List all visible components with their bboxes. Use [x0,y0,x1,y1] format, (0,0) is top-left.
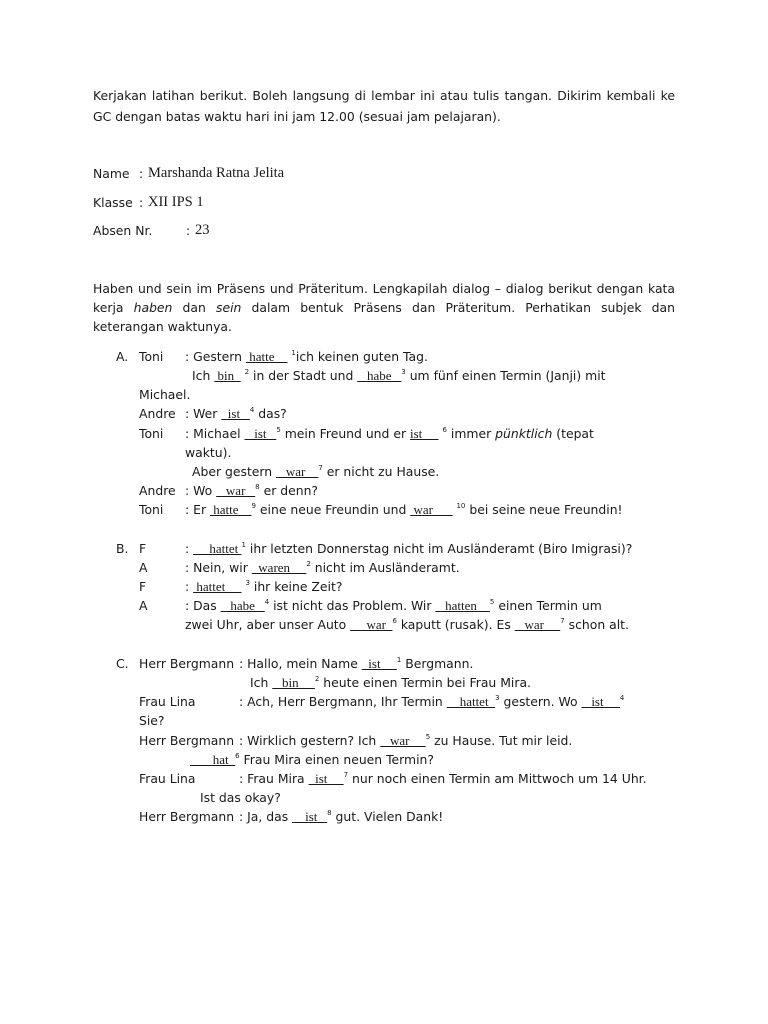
dialog-text: : Hallo, mein Name [239,656,362,671]
answer-blank: waren [251,560,307,575]
task-word-sein: sein [215,300,242,315]
dialog-line [185,426,594,442]
class-separator: : [139,195,144,210]
dialog-text: : Wo [185,483,217,498]
answer-blank: ist [244,426,277,441]
answer-blank: hattet [446,694,496,709]
answer-blank: hattet [193,579,242,594]
dialog-text: um fünf einen Termin (Janji) mit [405,368,606,383]
dialog-text: er denn? [259,483,319,498]
dialog-text: nur noch einen Termin am Mittwoch um 14 Uhr. [348,771,647,786]
dialog-line: Sie? [139,713,165,728]
dialog-line: Ist das okay? [200,790,281,805]
dialog-line [185,617,629,633]
dialog-letter: A. [116,349,129,364]
dialog-text: ihr keine Zeit? [249,579,343,594]
blank-number: 1 [291,349,296,357]
dialog-text: gut. Vielen Dank! [331,809,444,824]
student-class: XII IPS 1 [148,194,204,210]
dialog-letter: C. [116,656,129,671]
dialog-text-italic: pünktlich [495,426,553,441]
dialog-line [185,406,287,422]
dialog-text: : Gestern [185,349,246,364]
task-word: bentuk [300,300,344,315]
answer-blank: bin [272,675,315,690]
answer-blank: war [514,617,561,632]
dialog-text: bei seine neue Freundin! [465,502,623,517]
answer-blank: ist [581,694,620,709]
dialog-text: Bergmann. [401,656,474,671]
blank-number: 10 [456,502,466,510]
name-label: Name [93,166,130,181]
answer-blank: war [350,617,393,632]
dialog-text: ist nicht das Problem. Wir [269,598,436,613]
dialog-line [185,483,318,499]
dialog-text: (tepat [552,426,594,441]
task-word: Perhatikan [525,300,591,315]
blank-number: 9 [251,502,256,510]
blank-number: 3 [401,368,406,376]
dialog-text: : Er [185,502,210,517]
task-line-1: Haben und sein im Präsens und Präteritum. Lengkapilah dialog – dialog berikut dengan kata [93,281,675,296]
dialog-text: heute einen Termin bei Frau Mira. [319,675,531,690]
dialog-text: er nicht zu Hause. [322,464,440,479]
speaker-toni: Toni [139,426,164,441]
blank-number: 6 [235,752,240,760]
answer-blank: hattet [193,541,242,556]
task-line-3: keterangan waktunya. [93,319,232,334]
dialog-letter: B. [116,541,129,556]
dialog-text: gestern. Wo [499,694,582,709]
dialog-line [192,464,439,480]
speaker-herr-bergmann: Herr Bergmann [139,733,235,748]
blank-number: 8 [255,483,260,491]
task-word: kerja [93,300,124,315]
dialog-line [192,368,606,384]
speaker-f: F [139,579,147,594]
dialog-text: : Das [185,598,221,613]
dialog-line: waktu). [185,445,232,460]
dialog-text: : Wirklich gestern? Ich [239,733,381,748]
dialog-text: Frau Mira einen neuen Termin? [239,752,434,767]
name-separator: : [139,166,144,181]
task-word: dan [412,300,436,315]
blank-number: 4 [249,406,255,414]
blank-number: 2 [306,560,311,568]
class-label: Klasse [93,195,133,210]
blank-number: 6 [392,617,397,625]
blank-number: 2 [314,675,320,683]
answer-blank: habe [357,368,402,383]
speaker-andre: Andre [139,406,176,421]
dialog-text: ihr letzten Donnerstag nicht im Ausländeramt (Biro Imigrasi)? [245,541,633,556]
dialog-text: immer [446,426,496,441]
dialog-text: : Ja, das [239,809,293,824]
dialog-line [185,502,623,518]
task-word: Präsens [353,300,402,315]
absen-label: Absen Nr. [93,223,153,238]
answer-blank: hat [190,752,236,767]
instruction-line-1: Kerjakan latihan berikut. Boleh langsung di lembar ini atau tulis tangan. Dikirim kembali ke [93,88,675,103]
dialog-text: Aber gestern [192,464,277,479]
dialog-line [185,560,460,576]
blank-number: 5 [425,733,431,741]
answer-blank: ist [361,656,397,671]
answer-blank: ist [292,809,328,824]
dialog-text: zu Hause. Tut mir leid. [430,733,573,748]
answer-blank: hatte [245,349,288,364]
dialog-text: eine neue Freundin und [255,502,411,517]
dialog-text: : Michael [185,426,245,441]
blank-number: 1 [396,656,402,664]
blank-number: 3 [245,579,250,587]
dialog-text: : Ach, Herr Bergmann, Ihr Termin [239,694,447,709]
blank-number: 7 [318,464,323,472]
blank-number: 7 [343,771,349,779]
task-word: dan [651,300,675,315]
absen-separator: : [186,223,191,238]
answer-blank: habe [220,598,265,613]
speaker-f: F [139,541,147,556]
dialog-line [185,349,428,365]
blank-number: 2 [244,368,250,376]
dialog-line [239,694,624,710]
answer-blank: ist [221,406,250,421]
dialog-text: einen Termin um [494,598,602,613]
dialog-text: zwei Uhr, aber unser Auto [185,617,351,632]
dialog-text: : Frau Mira [239,771,309,786]
dialog-text: ich keinen guten Tag. [295,349,428,364]
dialog-text: : [185,541,194,556]
dialog-line [239,809,443,825]
task-word: dan [182,300,206,315]
blank-number: 5 [276,426,281,434]
answer-blank: war [276,464,319,479]
dialog-text: : Wer [185,406,222,421]
dialog-text: Ich [250,675,273,690]
blank-number: 6 [442,426,447,434]
speaker-frau-lina: Frau Lina [139,771,196,786]
blank-number: 4 [264,598,270,606]
blank-number: 1 [241,541,246,549]
speaker-a: A [139,598,148,613]
answer-blank: war [410,502,453,517]
blank-number: 4 [619,694,625,702]
dialog-line: Michael. [139,387,191,402]
instruction-line-2: GC dengan batas waktu hari ini jam 12.00 (sesuai jam pelajaran). [93,109,501,124]
task-line-2 [93,300,675,316]
dialog-text: kaputt (rusak). Es [396,617,515,632]
answer-blank: war [380,733,426,748]
dialog-text: nicht im Ausländeramt. [310,560,460,575]
dialog-line [239,771,647,787]
answer-blank: war [216,483,256,498]
blank-number: 3 [495,694,500,702]
dialog-text: Ich [192,368,215,383]
speaker-herr-bergmann: Herr Bergmann [139,656,235,671]
speaker-andre: Andre [139,483,176,498]
student-name: Marshanda Ratna Jelita [148,165,285,181]
dialog-text: mein Freund und er [280,426,410,441]
answer-blank: bin [214,368,241,383]
task-word: subjek [601,300,642,315]
dialog-line [239,656,473,672]
task-word: dalam [251,300,291,315]
blank-number: 5 [489,598,495,606]
dialog-line [190,752,434,768]
speaker-a: A [139,560,148,575]
dialog-line [185,598,602,614]
answer-blank: ist [308,771,344,786]
speaker-frau-lina: Frau Lina [139,694,196,709]
task-word: Präteritum. [445,300,516,315]
dialog-text: das? [254,406,287,421]
dialog-line [239,733,572,749]
blank-number: 7 [560,617,565,625]
speaker-toni: Toni [139,349,164,364]
dialog-line [185,579,342,595]
dialog-line [250,675,531,691]
student-absen: 23 [195,222,210,238]
dialog-text: : [185,579,194,594]
task-word-haben: haben [133,300,173,315]
dialog-text: : Nein, wir [185,560,252,575]
answer-blank: hatte [209,502,252,517]
answer-blank: hatten [435,598,490,613]
blank-number: 8 [327,809,332,817]
speaker-herr-bergmann: Herr Bergmann [139,809,235,824]
dialog-text: schon alt. [564,617,629,632]
speaker-toni: Toni [139,502,164,517]
dialog-line [185,541,632,557]
answer-blank: ist [410,426,439,441]
dialog-text: in der Stadt und [249,368,358,383]
